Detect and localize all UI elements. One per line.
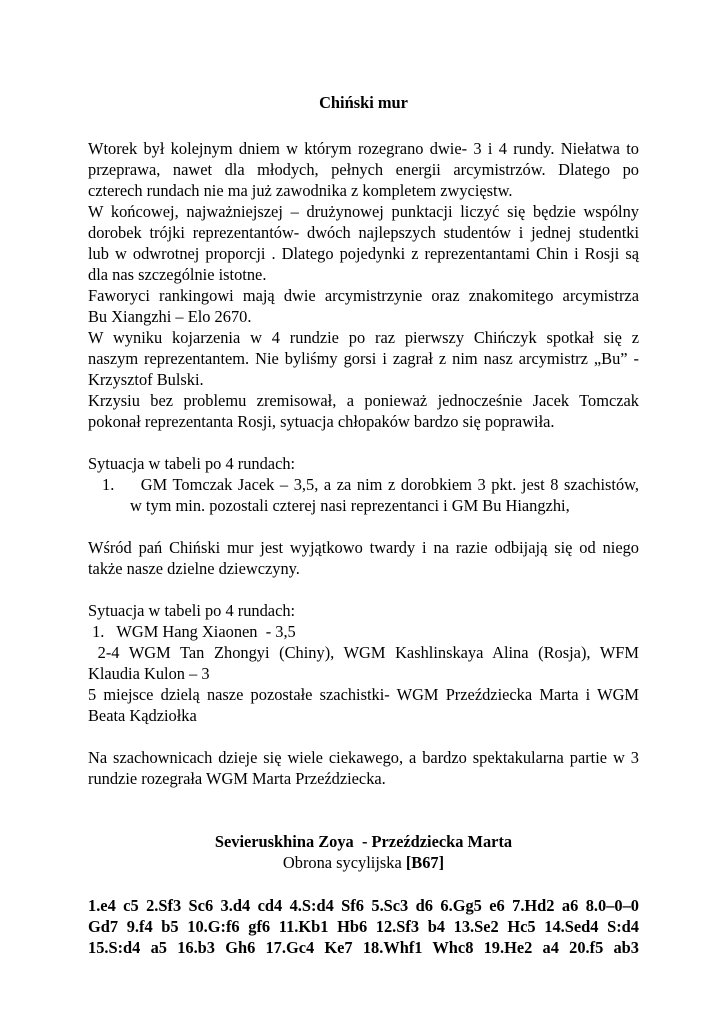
standings-item-continuation: Klaudia Kulon – 3 [88,664,210,683]
standings-item-continuation: Beata Kądziołka [88,706,197,725]
paragraph-line: naszym reprezentantem. Nie byliśmy gorsi i zagrał z nim nasz arcymistrz „Bu” - [88,349,639,368]
women-standings [88,600,639,726]
paragraph-line: Krzysiu bez problemu zremisował, a ponieważ jednocześnie Jacek Tomczak [88,391,639,410]
standings-item-text: GM Tomczak Jacek – 3,5, a za nim z dorobkiem 3 pkt. jest 8 szachistów, [140,475,640,494]
paragraph-line: Krzysztof Bulski. [88,370,204,389]
men-standings [88,453,639,516]
paragraph-line: lub w odwrotnej proporcji . Dlatego pojedynki z reprezentantami Chin i Rosji są [88,244,639,263]
standings-item [88,474,639,495]
paragraph-line: W wyniku kojarzenia w 4 rundzie po raz pierwszy Chińczyk spotkał się z [88,328,639,347]
paragraph-line: Bu Xiangzhi – Elo 2670. [88,307,252,326]
paragraph-line: dorobek trójki reprezentantów- dwóch najlepszych studentów i jednej studentki [88,223,639,242]
paragraph-line: dla nas szczególnie istotne. [88,265,267,284]
closing-paragraph [88,747,639,789]
list-number: 1. [102,475,115,494]
standings-item-continuation: w tym min. pozostali czterej nasi reprezentanci i GM Bu Hiangzhi, [130,496,570,515]
moves-line: 15.S:d4 a5 16.b3 Gh6 17.Gc4 Ke7 18.Whf1 Whc8 19.He2 a4 20.f5 ab3 [88,938,639,957]
paragraph-line: także nasze dzielne dziewczyny. [88,559,300,578]
paragraph-line: czterech rundach nie ma już zawodnika z kompletem zwycięstw. [88,181,513,200]
paragraph-line: rundzie rozegrała WGM Marta Przeździecka. [88,769,386,788]
game-moves [88,895,639,958]
game-players: Sevieruskhina Zoya - Przeździecka Marta [214,832,513,851]
paragraph-line: pokonał reprezentanta Rosji, sytuacja chłopaków bardzo się poprawiła. [88,412,555,431]
moves-line: Gd7 9.f4 b5 10.G:f6 gf6 11.Kb1 Hb6 12.Sf3 b4 13.Se2 Hc5 14.Sed4 S:d4 [88,917,639,936]
moves-line: 1.e4 c5 2.Sf3 Sc6 3.d4 cd4 4.S:d4 Sf6 5.Sc3 d6 6.Gg5 e6 7.Hd2 a6 8.0–0–0 [88,896,639,915]
paragraph-line: Faworyci rankingowi mają dwie arcymistrzynie oraz znakomitego arcymistrza [88,286,639,305]
paragraph-line: przeprawa, nawet dla młodych, pełnych energii arcymistrzów. Dlatego po [88,160,639,179]
opening-name: Obrona sycylijska [282,853,406,872]
paragraph-line: W końcowej, najważniejszej – drużynowej punktacji liczyć się będzie wspólny [88,202,639,221]
paragraph-line: Wśród pań Chiński mur jest wyjątkowo twardy i na razie odbijają się od niego [88,538,639,557]
game-header [88,831,639,873]
article-title: Chiński mur [319,93,408,112]
standings-item: 2-4 WGM Tan Zhongyi (Chiny), WGM Kashlinskaya Alina (Rosja), WFM [88,643,639,662]
women-intro [88,537,639,579]
game-opening [88,852,639,873]
paragraph-line: Na szachownicach dzieje się wiele ciekawego, a bardzo spektakularna partie w 3 [88,748,639,767]
intro-section [88,138,639,432]
standings-item: 5 miejsce dzielą nasze pozostałe szachistki- WGM Przeździecka Marta i WGM [88,685,639,704]
eco-code: [B67] [405,853,445,872]
paragraph-line: Wtorek był kolejnym dniem w którym rozegrano dwie- 3 i 4 rundy. Niełatwa to [88,139,639,158]
standings-heading: Sytuacja w tabeli po 4 rundach: [88,454,296,473]
standings-item: 1. WGM Hang Xiaonen - 3,5 [88,622,296,641]
standings-heading: Sytuacja w tabeli po 4 rundach: [88,601,296,620]
